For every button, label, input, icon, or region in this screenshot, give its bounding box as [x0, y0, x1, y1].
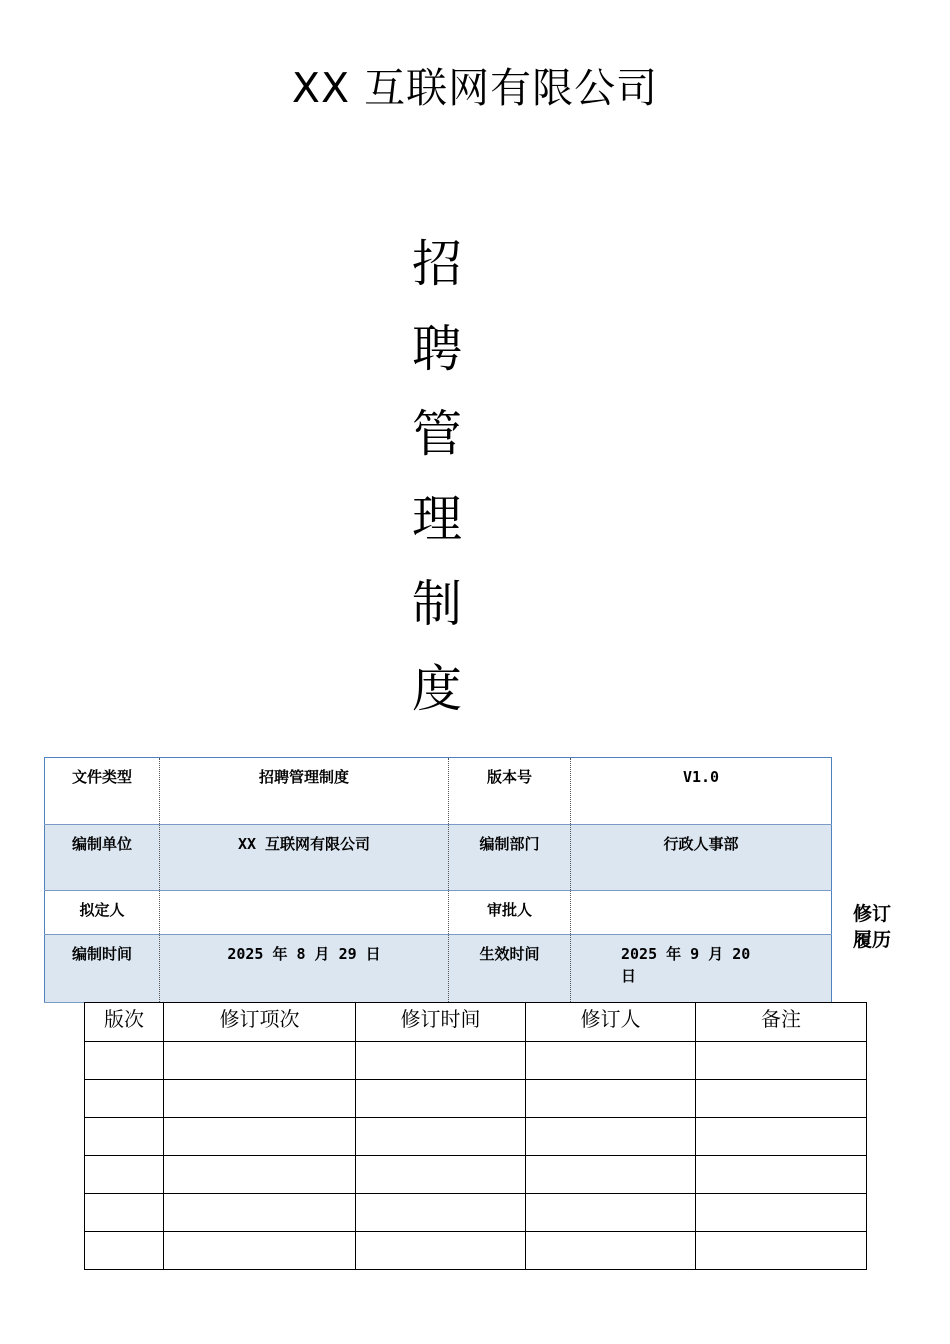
- compile-date-value: 2025 年 8 月 29 日: [160, 935, 449, 1003]
- document-title: [400, 222, 474, 732]
- doc-type-label: 文件类型: [45, 758, 160, 825]
- table-cell: [696, 1156, 867, 1194]
- table-cell: [85, 1118, 164, 1156]
- info-row: [45, 758, 832, 825]
- approver-label: 审批人: [449, 891, 571, 935]
- document-info-table: [44, 757, 832, 1003]
- column-header-notes: 备注: [696, 1003, 867, 1042]
- drafter-value: [160, 891, 449, 935]
- table-cell: [85, 1042, 164, 1080]
- version-label: 版本号: [449, 758, 571, 825]
- document-title-char: 理: [412, 490, 462, 548]
- table-cell: [696, 1232, 867, 1270]
- table-row: [85, 1042, 867, 1080]
- table-cell: [85, 1194, 164, 1232]
- unit-label: 编制单位: [45, 825, 160, 891]
- table-row: [85, 1156, 867, 1194]
- table-cell: [696, 1080, 867, 1118]
- document-title-char: 度: [412, 660, 462, 718]
- revision-header-row: [85, 1003, 867, 1042]
- approver-value: [571, 891, 832, 935]
- document-title-char: 聘: [412, 320, 462, 378]
- table-row: [85, 1080, 867, 1118]
- company-name: XX 互联网有限公司: [291, 64, 659, 112]
- table-row: [85, 1118, 867, 1156]
- document-title-char: 招: [412, 235, 462, 293]
- doc-type-value: 招聘管理制度: [160, 758, 449, 825]
- table-cell: [356, 1232, 526, 1270]
- effective-date-value: 2025 年 9 月 20 日: [571, 935, 832, 1003]
- table-cell: [526, 1194, 696, 1232]
- table-cell: [85, 1232, 164, 1270]
- dept-label: 编制部门: [449, 825, 571, 891]
- table-cell: [164, 1080, 356, 1118]
- table-cell: [164, 1042, 356, 1080]
- info-row: [45, 891, 832, 935]
- table-cell: [526, 1080, 696, 1118]
- column-header-revision-date: 修订时间: [356, 1003, 526, 1042]
- table-cell: [356, 1118, 526, 1156]
- revision-history-table: [84, 1002, 867, 1270]
- table-cell: [696, 1194, 867, 1232]
- table-row: [85, 1194, 867, 1232]
- table-cell: [164, 1156, 356, 1194]
- revision-history-label: 修订履历: [853, 903, 892, 951]
- table-cell: [526, 1156, 696, 1194]
- table-cell: [164, 1194, 356, 1232]
- dept-value: 行政人事部: [571, 825, 832, 891]
- table-cell: [356, 1080, 526, 1118]
- table-cell: [696, 1042, 867, 1080]
- table-cell: [696, 1118, 867, 1156]
- column-header-revision-item: 修订项次: [164, 1003, 356, 1042]
- column-header-version: 版次: [85, 1003, 164, 1042]
- table-cell: [356, 1156, 526, 1194]
- table-cell: [164, 1232, 356, 1270]
- table-cell: [85, 1156, 164, 1194]
- column-header-reviser: 修订人: [526, 1003, 696, 1042]
- table-cell: [526, 1042, 696, 1080]
- drafter-label: 拟定人: [45, 891, 160, 935]
- compile-date-label: 编制时间: [45, 935, 160, 1003]
- document-title-char: 管: [412, 405, 462, 463]
- info-row: [45, 825, 832, 891]
- table-cell: [356, 1042, 526, 1080]
- effective-date-label: 生效时间: [449, 935, 571, 1003]
- table-cell: [526, 1232, 696, 1270]
- version-value: V1.0: [571, 758, 832, 825]
- table-cell: [164, 1118, 356, 1156]
- unit-value: XX 互联网有限公司: [160, 825, 449, 891]
- table-cell: [85, 1080, 164, 1118]
- info-row: [45, 935, 832, 1003]
- table-cell: [356, 1194, 526, 1232]
- document-title-char: 制: [412, 575, 462, 633]
- table-row: [85, 1232, 867, 1270]
- table-cell: [526, 1118, 696, 1156]
